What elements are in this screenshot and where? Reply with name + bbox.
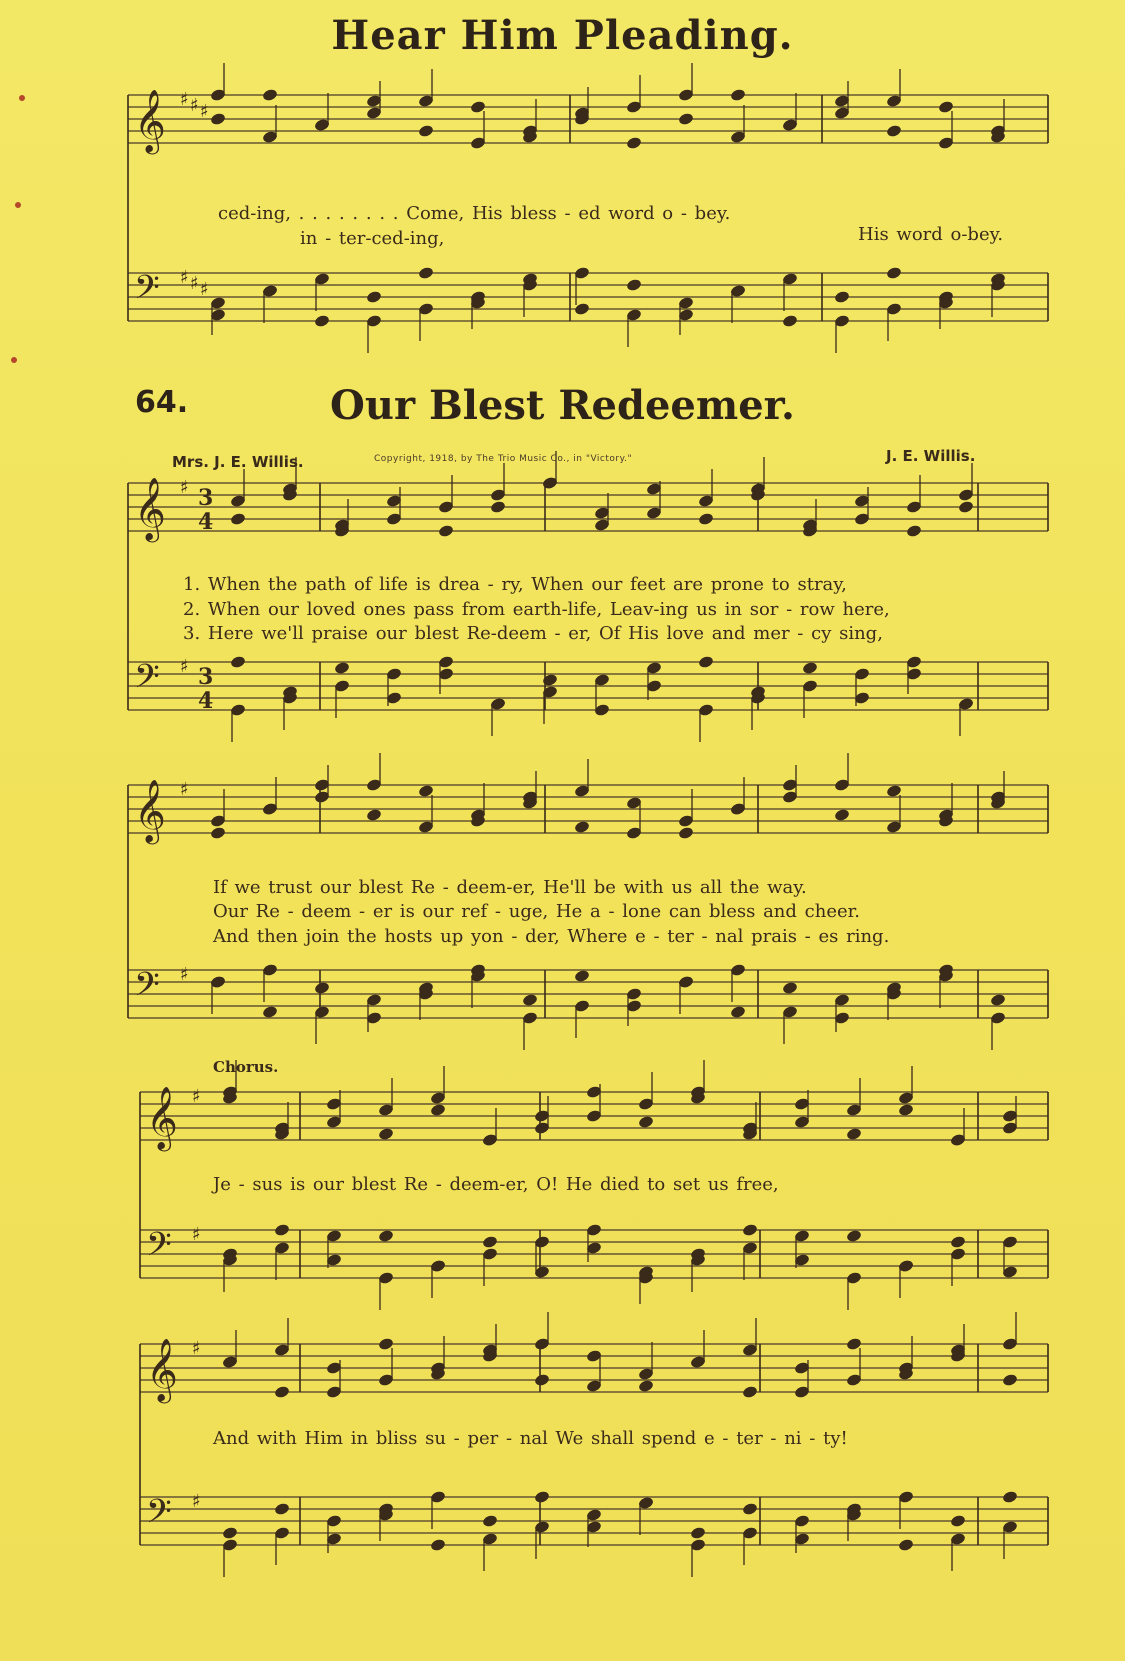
note-head bbox=[990, 993, 1007, 1007]
note-head bbox=[898, 1538, 915, 1552]
hymn-a-lyrics-line-3: His word o-bey. bbox=[858, 224, 1004, 245]
note-head bbox=[690, 1526, 707, 1540]
note-head bbox=[950, 1514, 967, 1528]
verse-1-line-a: 1. When the path of life is drea - ry, When our feet are prone to stray, bbox=[183, 574, 847, 595]
time-signature-bottom: 4 bbox=[198, 509, 214, 535]
note-head bbox=[574, 969, 591, 983]
bass-clef-icon: 𝄢 bbox=[134, 269, 160, 315]
verse-3-line-a: 3. Here we'll praise our blest Re-deem - er, Of His love and mer - cy sing, bbox=[183, 623, 883, 644]
note-head bbox=[230, 512, 247, 526]
hymn-b-title: Our Blest Redeemer. bbox=[330, 382, 795, 429]
margin-mark bbox=[11, 357, 17, 363]
note-head bbox=[262, 88, 279, 102]
sharp-icon: ♯ bbox=[180, 267, 189, 288]
margin-mark bbox=[19, 95, 25, 101]
note-head bbox=[438, 524, 455, 538]
note-head bbox=[274, 1223, 291, 1237]
note-head bbox=[482, 1514, 499, 1528]
note-head bbox=[482, 1235, 499, 1249]
margin-mark bbox=[15, 202, 21, 208]
note-head bbox=[574, 820, 591, 834]
note-head bbox=[418, 124, 435, 138]
copyright-notice: Copyright, 1918, by The Trio Music Co., in "Victory." bbox=[374, 454, 633, 464]
note-head bbox=[886, 124, 903, 138]
sharp-icon: ♯ bbox=[192, 1491, 201, 1512]
note-head bbox=[802, 661, 819, 675]
note-head bbox=[886, 266, 903, 280]
note-head bbox=[698, 655, 715, 669]
verse-2-line-b: Our Re - deem - er is our ref - uge, He a - lone can bless and cheer. bbox=[213, 901, 860, 922]
note-head bbox=[898, 1103, 915, 1117]
note-head bbox=[834, 808, 851, 822]
verse-2-line-a: 2. When our loved ones pass from earth-life, Leav-ing us in sor - row here, bbox=[183, 599, 890, 620]
note-head bbox=[950, 1235, 967, 1249]
note-head bbox=[1002, 1490, 1019, 1504]
bass-clef-icon: 𝄢 bbox=[146, 1226, 172, 1272]
note-head bbox=[522, 993, 539, 1007]
bass-clef-icon: 𝄢 bbox=[146, 1493, 172, 1539]
note-head bbox=[638, 1115, 655, 1129]
note-head bbox=[742, 1502, 759, 1516]
note-head bbox=[782, 314, 799, 328]
time-signature-top: 3 bbox=[198, 664, 214, 690]
hymn-a-lyrics-line-1: ced-ing, . . . . . . . . Come, His bless - ed word o - bey. bbox=[218, 203, 731, 224]
sharp-icon: ♯ bbox=[200, 101, 209, 122]
composer-credit: J. E. Willis. bbox=[886, 447, 976, 465]
note-head bbox=[626, 278, 643, 292]
note-head bbox=[366, 808, 383, 822]
note-head bbox=[698, 512, 715, 526]
note-head bbox=[678, 826, 695, 840]
time-signature-top: 3 bbox=[198, 485, 214, 511]
note-head bbox=[314, 314, 331, 328]
note-head bbox=[274, 1385, 291, 1399]
note-head bbox=[534, 1490, 551, 1504]
chorus-line-1: Je - sus is our blest Re - deem-er, O! He died to set us free, bbox=[213, 1174, 779, 1195]
note-head bbox=[314, 981, 331, 995]
note-head bbox=[366, 290, 383, 304]
chorus-line-2: And with Him in bliss su - per - nal We shall spend e - ter - ni - ty! bbox=[213, 1428, 848, 1449]
sharp-icon: ♯ bbox=[180, 779, 189, 800]
verse-1-line-b: If we trust our blest Re - deem-er, He'll be with us all the way. bbox=[213, 877, 807, 898]
note-head bbox=[334, 661, 351, 675]
time-signature-bottom: 4 bbox=[198, 688, 214, 714]
note-head bbox=[418, 266, 435, 280]
sharp-icon: ♯ bbox=[192, 1338, 201, 1359]
hymn-a-title: Hear Him Pleading. bbox=[331, 12, 794, 59]
note-head bbox=[638, 1379, 655, 1393]
note-head bbox=[834, 290, 851, 304]
note-head bbox=[742, 1223, 759, 1237]
treble-clef-icon: 𝄞 bbox=[134, 89, 166, 152]
note-head bbox=[742, 1385, 759, 1399]
hymn-a-lyrics-line-2: in - ter-ced-ing, bbox=[300, 228, 445, 249]
note-head bbox=[958, 500, 975, 514]
note-head bbox=[534, 1373, 551, 1387]
sharp-icon: ♯ bbox=[192, 1086, 201, 1107]
note-head bbox=[542, 673, 559, 687]
note-head bbox=[378, 1229, 395, 1243]
sharp-icon: ♯ bbox=[180, 477, 189, 498]
note-head bbox=[430, 1538, 447, 1552]
note-head bbox=[210, 826, 227, 840]
note-head bbox=[782, 981, 799, 995]
treble-clef-icon: 𝄞 bbox=[134, 779, 166, 842]
note-head bbox=[846, 1229, 863, 1243]
note-head bbox=[274, 1502, 291, 1516]
sharp-icon: ♯ bbox=[180, 964, 189, 985]
sharp-icon: ♯ bbox=[190, 95, 199, 116]
bass-clef-icon: 𝄢 bbox=[134, 658, 160, 704]
note-head bbox=[626, 136, 643, 150]
chorus-label: Chorus. bbox=[213, 1058, 279, 1076]
note-head bbox=[230, 655, 247, 669]
sharp-icon: ♯ bbox=[190, 273, 199, 294]
sharp-icon: ♯ bbox=[200, 279, 209, 300]
note-head bbox=[730, 1005, 747, 1019]
sharp-icon: ♯ bbox=[180, 656, 189, 677]
note-head bbox=[730, 88, 747, 102]
note-head bbox=[490, 500, 507, 514]
verse-3-line-b: And then join the hosts up yon - der, Where e - ter - nal prais - es ring. bbox=[213, 926, 890, 947]
note-head bbox=[906, 524, 923, 538]
note-head bbox=[678, 112, 695, 126]
author-credit: Mrs. J. E. Willis. bbox=[172, 453, 304, 471]
hymn-number: 64. bbox=[135, 385, 189, 420]
note-head bbox=[846, 1127, 863, 1141]
note-head bbox=[1002, 1373, 1019, 1387]
sharp-icon: ♯ bbox=[180, 89, 189, 110]
note-head bbox=[210, 112, 227, 126]
bass-clef-icon: 𝄢 bbox=[134, 966, 160, 1012]
treble-clef-icon: 𝄞 bbox=[146, 1086, 178, 1149]
note-head bbox=[262, 1005, 279, 1019]
note-head bbox=[378, 1127, 395, 1141]
treble-clef-icon: 𝄞 bbox=[146, 1338, 178, 1401]
sharp-icon: ♯ bbox=[192, 1224, 201, 1245]
note-head bbox=[222, 1526, 239, 1540]
treble-clef-icon: 𝄞 bbox=[134, 477, 166, 540]
note-head bbox=[430, 1103, 447, 1117]
